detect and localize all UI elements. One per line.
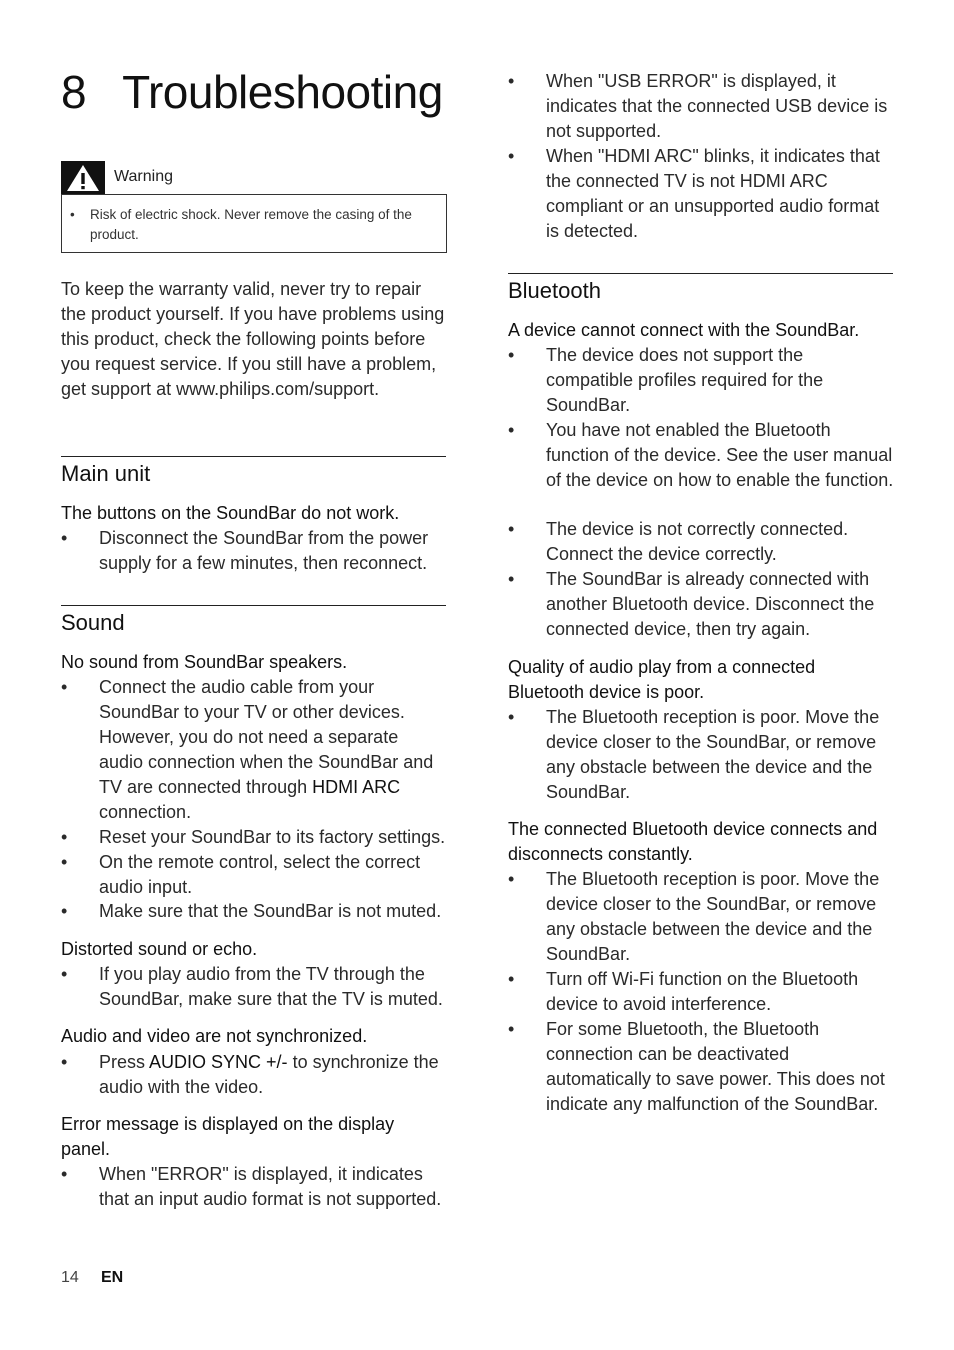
list-item	[61, 1050, 447, 1100]
bullet: •	[61, 1052, 68, 1072]
bullet: •	[508, 420, 515, 440]
text: to synchronize the audio with the video.	[99, 1052, 439, 1097]
problem-heading: Distorted sound or echo.	[61, 939, 258, 959]
bullet: •	[508, 345, 515, 365]
intro-text: To keep the warranty valid, never try to repair the product yourself. If you have problems using this product, check the following points before you request service. If you still have a problem, get support at www.philips.com/support.	[61, 279, 445, 399]
warning-icon-box	[61, 161, 105, 194]
warning-item	[70, 205, 440, 245]
bullet: •	[61, 852, 68, 872]
list-item-text: The Bluetooth reception is poor. Move the device closer to the SoundBar, or remove any obstacle between the device and the SoundBar.	[546, 869, 880, 964]
warning-label: Warning	[114, 168, 173, 185]
section-divider	[61, 605, 446, 606]
page-number: 14	[61, 1269, 79, 1286]
list-item	[61, 675, 447, 825]
bullet: •	[61, 827, 68, 847]
list-item	[508, 567, 894, 642]
list-item	[61, 526, 447, 576]
list-item-text: You have not enabled the Bluetooth function of the device. See the user manual of the device on how to enable the function.	[546, 420, 894, 490]
list-item-text: Turn off Wi-Fi function on the Bluetooth device to avoid interference.	[546, 969, 859, 1014]
bullet: •	[508, 869, 515, 889]
bullet: •	[508, 146, 515, 166]
problem-heading: Error message is displayed on the display panel.	[61, 1114, 395, 1159]
problem-heading: Quality of audio play from a connected Bluetooth device is poor.	[508, 657, 816, 702]
page-title	[61, 62, 443, 122]
emphasis: AUDIO SYNC +/-	[149, 1052, 288, 1072]
bullet: •	[508, 71, 515, 91]
list-item-text: On the remote control, select the correct audio input.	[99, 852, 421, 897]
list-item-text: When "USB ERROR" is displayed, it indicates that the connected USB device is not supported.	[546, 71, 888, 141]
problem-heading: No sound from SoundBar speakers.	[61, 652, 348, 672]
bullet: •	[61, 964, 68, 984]
bullet: •	[508, 1019, 515, 1039]
list-item	[508, 705, 894, 805]
list-item	[508, 69, 894, 144]
bullet: •	[61, 528, 68, 548]
language-code: EN	[101, 1269, 124, 1286]
list-item-text	[99, 675, 447, 825]
list-item	[61, 1162, 447, 1212]
section-divider	[508, 273, 893, 274]
chapter-number: 8	[61, 66, 87, 118]
bullet: •	[61, 677, 68, 697]
problem-heading: The buttons on the SoundBar do not work.	[61, 503, 400, 523]
list-item-text: Disconnect the SoundBar from the power supply for a few minutes, then reconnect.	[99, 528, 429, 573]
problem-heading: A device cannot connect with the SoundBar.	[508, 320, 860, 340]
list-item-text: When "ERROR" is displayed, it indicates that an input audio format is not supported.	[99, 1164, 442, 1209]
warning-header	[61, 161, 447, 194]
list-item-text	[99, 1050, 447, 1100]
bullet: •	[508, 569, 515, 589]
text: Press	[99, 1052, 150, 1072]
list-item	[508, 517, 894, 567]
list-item-text: If you play audio from the TV through the SoundBar, make sure that the TV is muted.	[99, 964, 443, 1009]
list-item	[508, 343, 894, 418]
text: Connect the audio cable from your SoundBar to your TV or other devices. However, you do not need a separate audio connection when the SoundBar and TV are connected through	[99, 677, 434, 797]
list-item	[508, 967, 894, 1017]
warning-icon	[61, 161, 105, 194]
list-item-text: For some Bluetooth, the Bluetooth connection can be deactivated automatically to save power. This does not indicate any malfunction of the SoundBar.	[546, 1019, 885, 1114]
emphasis: HDMI ARC	[312, 777, 401, 797]
list-item	[508, 1017, 894, 1117]
section-heading-sound: Sound	[61, 610, 125, 635]
problem-heading: Audio and video are not synchronized.	[61, 1026, 368, 1046]
bullet: •	[508, 969, 515, 989]
problem-heading: The connected Bluetooth device connects and disconnects constantly.	[508, 819, 878, 864]
bullet: •	[70, 207, 75, 222]
warning-box	[61, 194, 447, 253]
list-item	[508, 144, 894, 244]
text: connection.	[99, 802, 192, 822]
list-item	[61, 962, 447, 1012]
list-item	[61, 850, 447, 900]
bullet: •	[508, 707, 515, 727]
warning-text: Risk of electric shock. Never remove the casing of the product.	[90, 207, 412, 242]
list-item	[508, 867, 894, 967]
list-item	[61, 825, 447, 850]
list-item-text: The Bluetooth reception is poor. Move the device closer to the SoundBar, or remove any obstacle between the device and the SoundBar.	[546, 707, 880, 802]
list-item-text: Reset your SoundBar to its factory settings.	[99, 827, 446, 847]
section-heading-bluetooth: Bluetooth	[508, 278, 601, 303]
bullet: •	[61, 1164, 68, 1184]
list-item-text: The SoundBar is already connected with another Bluetooth device. Disconnect the connected device, then try again.	[546, 569, 875, 639]
bullet: •	[508, 519, 515, 539]
list-item-text: When "HDMI ARC" blinks, it indicates that the connected TV is not HDMI ARC compliant or an unsupported audio format is detected.	[546, 146, 880, 241]
section-heading-main-unit: Main unit	[61, 461, 151, 486]
list-item-text: The device is not correctly connected. Connect the device correctly.	[546, 519, 849, 564]
list-item	[508, 418, 894, 493]
bullet: •	[61, 901, 68, 921]
list-item	[61, 899, 447, 924]
chapter-title: Troubleshooting	[122, 66, 443, 118]
list-item-text: Make sure that the SoundBar is not muted.	[99, 901, 442, 921]
section-divider	[61, 456, 446, 457]
list-item-text: The device does not support the compatible profiles required for the SoundBar.	[546, 345, 824, 415]
